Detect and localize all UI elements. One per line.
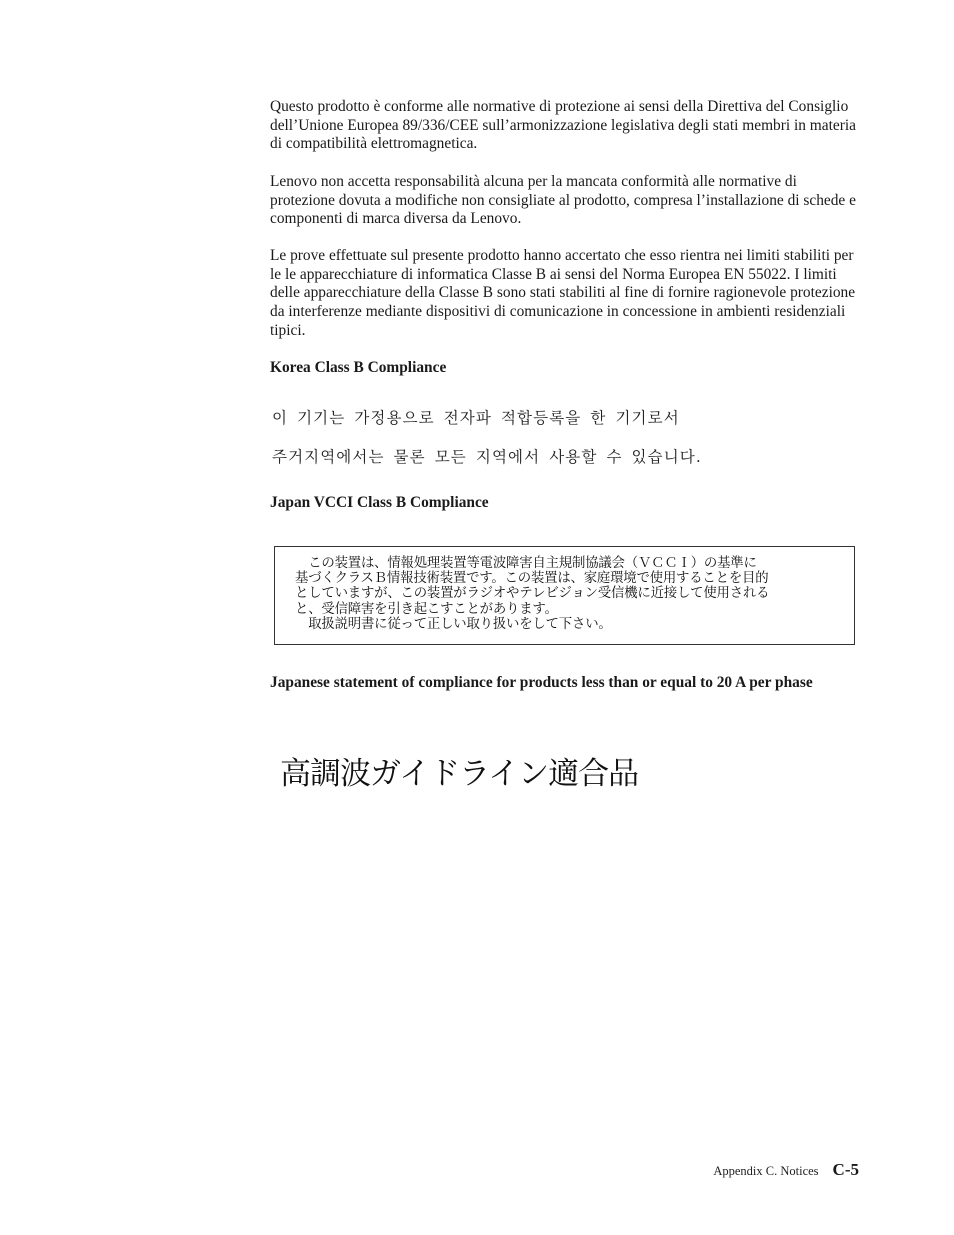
japan-harmonics-heading: Japanese statement of compliance for products less than or equal to 20 A per phase [270,674,813,691]
korea-heading: Korea Class B Compliance [270,359,447,376]
footer-section: Appendix C. Notices [713,1164,819,1178]
korea-statement-line-2: 주거지역에서는 물론 모든 지역에서 사용할 수 있습니다. [272,448,702,466]
harmonics-guideline-text: 高調波ガイドライン適合品 [280,756,639,792]
japan-vcci-heading: Japan VCCI Class B Compliance [270,494,489,511]
vcci-line-2: 基づくクラスＢ情報技術装置です。この装置は、家庭環境で使用することを目的 [295,571,769,587]
vcci-statement-box [274,546,855,645]
paragraph-responsibility: Lenovo non accetta responsabilità alcuna per la mancata conformità alle normative di protezione dovuta a modifiche non consigliate al prodotto, compresa l’installazione di schede e componenti di marca diversa da Lenovo. [270,173,856,228]
paragraph-emc-directive: Questo prodotto è conforme alle normative di protezione ai sensi della Direttiva del Consiglio dell’Unione Europea 89/336/CEE sull’armonizzazione legislativa degli stati membri in materia di compatibilità elettromagnetica. [270,98,856,153]
vcci-line-4: と、受信障害を引き起こすことがあります。 [295,601,558,617]
vcci-line-5: 取扱説明書に従って正しい取り扱いをして下さい。 [295,616,612,632]
vcci-line-3: としていますが、この装置がラジオやテレビジョン受信機に近接して使用される [295,586,770,602]
page-footer [713,1160,859,1180]
vcci-line-1: この装置は、情報処理装置等電波障害自主規制協議会（ＶＣＣＩ）の基準に [295,556,757,571]
korea-statement-line-1: 이 기기는 가정용으로 전자파 적합등록을 한 기기로서 [272,409,680,427]
paragraph-class-b-limits: Le prove effettuate sul presente prodotto hanno accertato che esso rientra nei limiti stabiliti per le le apparecchiature di informatica Classe B ai sensi del Norma Europea EN 55022. I limiti delle apparecchiature della Classe B sono stati stabiliti al fine di fornire ragionevole protezione da interferenze mediante dispositivi di comunicazione in concessione in ambienti residenziali tipici. [270,247,856,339]
page-number: C-5 [832,1160,859,1179]
